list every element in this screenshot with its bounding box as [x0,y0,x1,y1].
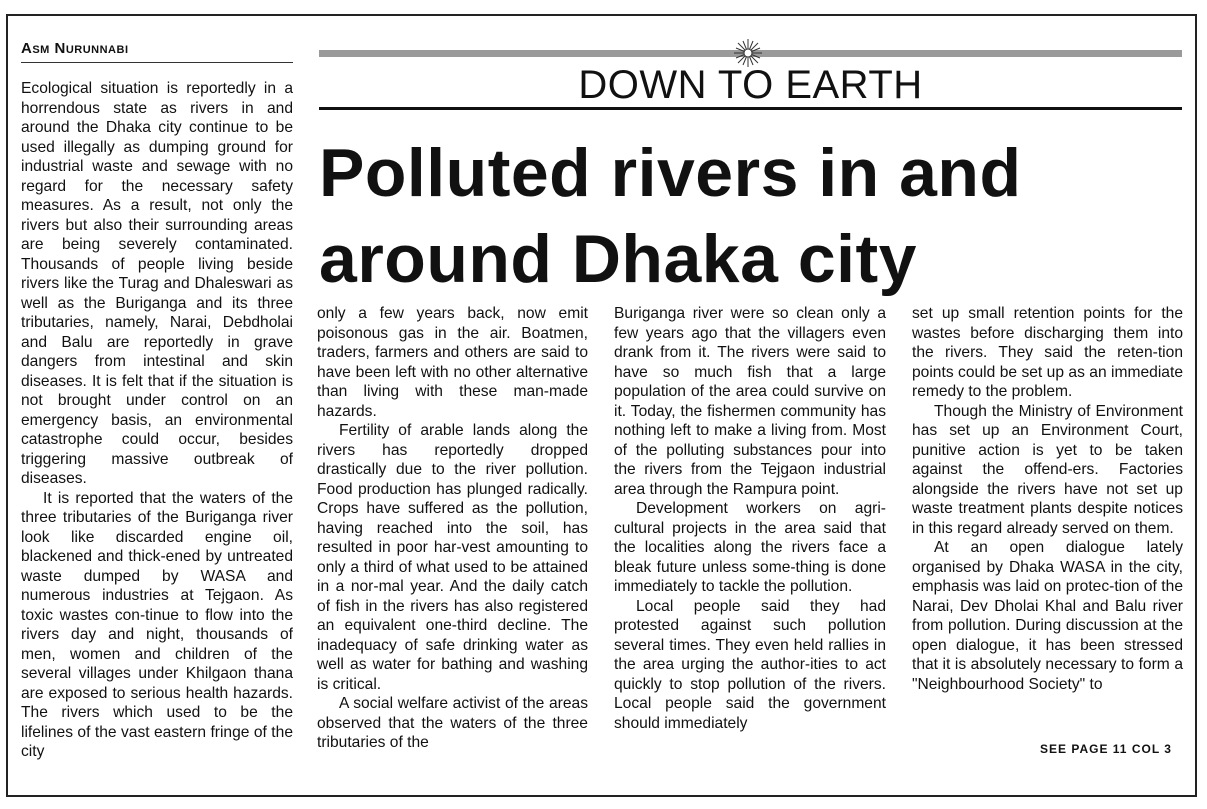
column-3-paragraph-1: Buriganga river were so clean only a few years ago that the villagers even drank from it. The rivers were said to have so much fish that a large population of the area could survive on it. Today, the fishermen community has nothing left to make a living from. Most of the polluting substances pour into the rivers from the Tejgaon industrial area through the Rampura point. [614,305,886,498]
section-rule [319,107,1182,110]
column-1-paragraph-2: It is reported that the waters of the three tributaries of the Buriganga river look like discarded engine oil, blackened and thick-ened by untreated waste dumped by WASA and numerous industries at Tejgaon. As toxic wastes con-tinue to flow into the rivers day and night, thousands of men, women and children of the several villages under Khilgaon thana are exposed to serious health hazards. The rivers which used to be the lifelines of the vast eastern fringe of the city [21,489,293,760]
headline-line-1: Polluted rivers in and [319,135,1022,211]
column-3-paragraph-3: Local people said they had protested against such pollution several times. They even held rallies in the area urging the author-ities to act quickly to stop pollution of the rivers. Local people said the government should immediately [614,597,886,732]
headline-line-2: around Dhaka city [319,221,917,297]
article-column-2 [317,304,588,753]
column-3-paragraph-2: Development workers on agri-cultural projects in the area said that the localities along the rivers face a bleak future unless some-thing is done immediately to tackle the pollution. [614,500,886,595]
headline [319,130,1182,302]
article-column-4 [912,304,1183,694]
column-4-paragraph-2: Though the Ministry of Environment has set up an Environment Court, punitive action is yet to be taken against the offend-ers. Factories alongside the rivers have not set up waste treatment plants despite notices in this regard already served on them. [912,402,1183,537]
column-4-paragraph-1: set up small retention points for the wastes before discharging them into the rivers. They said the reten-tion points could be set up as an immediate remedy to the problem. [912,305,1183,400]
column-2-paragraph-3: A social welfare activist of the areas observed that the waters of the three tributaries of the [317,695,588,751]
column-1-paragraph-1: Ecological situation is reportedly in a horrendous state as rivers in and around the Dhaka city continue to be used illegally as dumping ground for industrial waste and sewage with no regard for the necessary safety measures. As a result, not only the rivers but also their surrounding areas are being severely contaminated. Thousands of people living beside rivers like the Turag and Dhaleswari as well as the Buriganga and its three tributaries, namely, Narai, Debdholai and Balu are reportedly in grave dangers from intestinal and skin diseases. It is felt that if the situation is not brought under control on an emergency basis, an environmental catastrophe could occur, besides triggering massive outbreak of diseases. [21,80,293,487]
byline-rule [21,62,293,63]
byline: Asm Nurunnabi [21,40,129,57]
article-column-1 [21,79,293,762]
section-title: DOWN TO EARTH [578,63,923,107]
column-2-paragraph-1: only a few years back, now emit poisonous gas in the air. Boatmen, traders, farmers and others are said to have been left with no other alternative than living with these man-made hazards. [317,305,588,420]
column-4-paragraph-3: At an open dialogue lately organised by Dhaka WASA in the city, emphasis was laid on protec-tion of the Narai, Dev Dholai Khal and Balu river from pollution. During discussion at the open dialogue, it has been stressed that it is absolutely necessary to form a "Neighbourhood Society" to [912,539,1183,693]
article-column-3 [614,304,886,733]
column-2-paragraph-2: Fertility of arable lands along the rivers has reportedly dropped drastically due to the river pollution. Food production has plunged radically. Crops have suffered as the pollution, having reached into the soil, has resulted in poor har-vest amounting to only a third of what used to be attained in a nor-mal year. And the daily catch of fish in the rivers has also registered an equivalent one-third decline. The inadequacy of safe drinking water as well as water for bathing and washing is critical. [317,422,588,693]
continuation-note: SEE PAGE 11 COL 3 [1040,742,1172,756]
